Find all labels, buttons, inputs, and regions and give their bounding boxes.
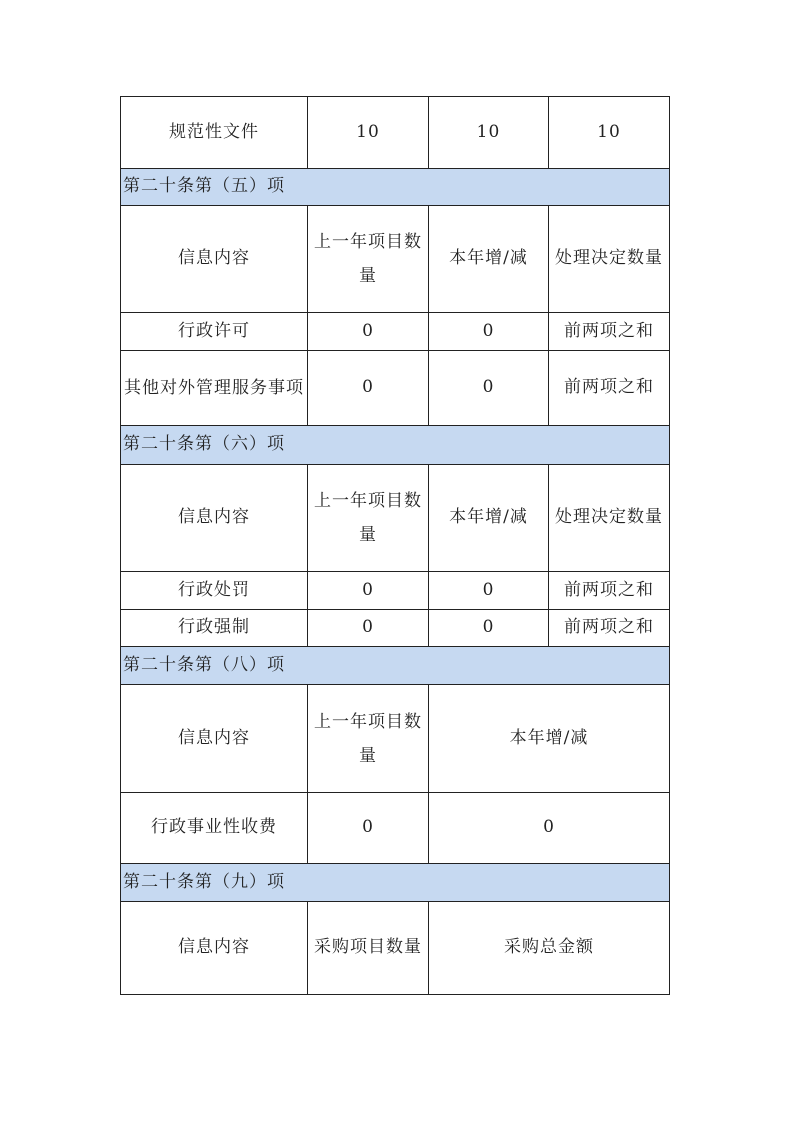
header-cell: 信息内容 (121, 902, 308, 995)
cell-value: 0 (429, 313, 549, 351)
header-cell: 上一年项目数量 (308, 465, 429, 572)
table-row (121, 572, 670, 610)
header-cell: 采购项目数量 (308, 902, 429, 995)
section-header-row (121, 426, 670, 465)
section-title: 第二十条第（八）项 (121, 647, 670, 685)
table-row (121, 793, 670, 864)
cell-value: 0 (429, 610, 549, 647)
section-title: 第二十条第（六）项 (121, 426, 670, 465)
header-cell: 本年增/减 (429, 685, 670, 793)
table-row (121, 351, 670, 426)
header-cell: 本年增/减 (429, 465, 549, 572)
cell-value: 0 (429, 572, 549, 610)
section-header-row (121, 169, 670, 206)
header-cell: 信息内容 (121, 206, 308, 313)
row-label: 其他对外管理服务事项 (121, 351, 308, 426)
row-label: 行政事业性收费 (121, 793, 308, 864)
cell-value: 10 (308, 97, 429, 169)
section-header-row (121, 864, 670, 902)
cell-value: 10 (429, 97, 549, 169)
cell-value: 0 (308, 313, 429, 351)
header-cell: 信息内容 (121, 465, 308, 572)
row-label: 规范性文件 (121, 97, 308, 169)
cell-value: 0 (308, 572, 429, 610)
cell-value: 0 (429, 793, 670, 864)
row-label: 行政处罚 (121, 572, 308, 610)
header-cell: 信息内容 (121, 685, 308, 793)
cell-value: 0 (308, 351, 429, 426)
cell-value: 10 (549, 97, 670, 169)
cell-value: 0 (429, 351, 549, 426)
section-title: 第二十条第（五）项 (121, 169, 670, 206)
row-label: 行政强制 (121, 610, 308, 647)
table-row (121, 610, 670, 647)
header-cell: 上一年项目数量 (308, 206, 429, 313)
header-cell: 本年增/减 (429, 206, 549, 313)
table-header-row (121, 685, 670, 793)
table-row (121, 97, 670, 169)
disclosure-table (120, 96, 670, 995)
cell-value: 前两项之和 (549, 610, 670, 647)
header-cell: 上一年项目数量 (308, 685, 429, 793)
cell-value: 0 (308, 610, 429, 647)
row-label: 行政许可 (121, 313, 308, 351)
cell-value: 0 (308, 793, 429, 864)
section-header-row (121, 647, 670, 685)
table-header-row (121, 902, 670, 995)
cell-value: 前两项之和 (549, 351, 670, 426)
header-cell: 处理决定数量 (549, 206, 670, 313)
cell-value: 前两项之和 (549, 572, 670, 610)
table-header-row (121, 206, 670, 313)
cell-value: 前两项之和 (549, 313, 670, 351)
header-cell: 处理决定数量 (549, 465, 670, 572)
table-row (121, 313, 670, 351)
section-title: 第二十条第（九）项 (121, 864, 670, 902)
header-cell: 采购总金额 (429, 902, 670, 995)
table-header-row (121, 465, 670, 572)
